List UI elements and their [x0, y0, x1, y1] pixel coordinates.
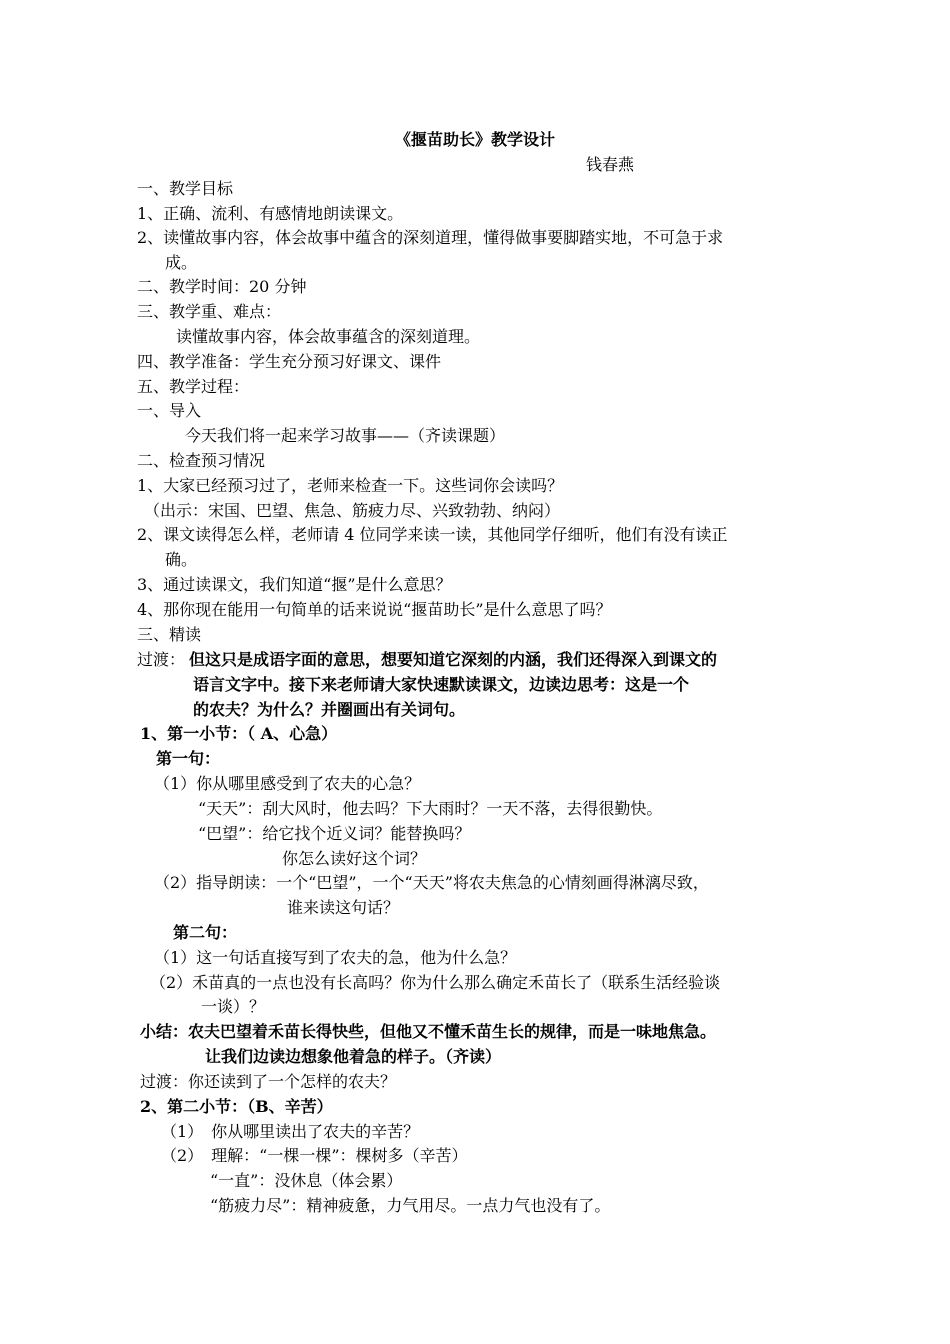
- text-line: “一直”：没休息（体会累）: [210, 1171, 403, 1190]
- document-title: 《揠苗助长》教学设计: [394, 130, 555, 149]
- text-line: 第二句：: [173, 923, 238, 942]
- text-line: 1、第一小节：（ A、心急）: [140, 724, 338, 743]
- text-line: 2、第二小节：（B、辛苦）: [140, 1097, 333, 1116]
- text-line: 成。: [165, 253, 198, 272]
- text-line: 4、那你现在能用一句简单的话来说说“揠苗助长”是什么意思了吗？: [137, 600, 612, 619]
- text-line: 你怎么读好这个词？: [282, 849, 427, 868]
- author-name: 钱春燕: [586, 155, 635, 174]
- text-line: 小结：农夫巴望着禾苗长得快些，但他又不懂禾苗生长的规律，而是一味地焦急。: [140, 1022, 717, 1041]
- text-line: 但这只是成语字面的意思，想要知道它深刻的内涵，我们还得深入到课文的: [189, 650, 718, 669]
- text-line: 让我们边读边想象他着急的样子。（齐读）: [205, 1047, 502, 1066]
- text-line: “天天”：刮大风时，他去吗？下大雨时？一天不落，去得很勤快。: [198, 799, 663, 818]
- text-line: 一、教学目标: [137, 179, 234, 198]
- text-line: 2、读懂故事内容，体会故事中蕴含的深刻道理，懂得做事要脚踏实地，不可急于求: [137, 228, 724, 247]
- text-line: （出示：宋国、巴望、焦急、筋疲力尽、兴致勃勃、纳闷）: [144, 501, 561, 520]
- text-line: 一谈）？: [201, 997, 266, 1016]
- text-line: 语言文字中。接下来老师请大家快速默读课文，边读边思考：这是一个: [193, 675, 690, 694]
- text-line: 三、教学重、难点：: [137, 302, 282, 321]
- text-line: 3、通过读课文，我们知道“揠”是什么意思？: [137, 575, 452, 594]
- text-line: 第一句：: [156, 749, 221, 768]
- text-line: “巴望”：给它找个近义词？能替换吗？: [198, 824, 471, 843]
- text-line: 读懂故事内容，体会故事蕴含的深刻道理。: [176, 327, 481, 346]
- text-line: 谁来读这句话？: [287, 898, 400, 917]
- text-line: 1、大家已经预习过了，老师来检查一下。这些词你会读吗？: [137, 476, 564, 495]
- text-line: 过渡：你还读到了一个怎样的农夫？: [140, 1072, 397, 1091]
- text-line: （2） 理解：“一棵一棵”：棵树多（辛苦）: [161, 1146, 468, 1165]
- text-line: 2、课文读得怎么样，老师请 4 位同学来读一读，其他同学仔细听，他们有没有读正: [137, 525, 728, 544]
- text-line: （2）禾苗真的一点也没有长高吗？你为什么那么确定禾苗长了（联系生活经验谈: [150, 973, 721, 992]
- text-line: 确。: [165, 550, 198, 569]
- text-line: 一、导入: [137, 401, 202, 420]
- text-line: 过渡：: [137, 650, 186, 669]
- text-line: （2）指导朗读：一个“巴望”，一个“天天”将农夫焦急的心情刻画得淋漓尽致，: [154, 873, 709, 892]
- text-line: 二、教学时间：20 分钟: [137, 277, 307, 296]
- text-line: 三、精读: [137, 625, 202, 644]
- text-line: 四、教学准备：学生充分预习好课文、课件: [137, 352, 442, 371]
- text-line: （1）这一句话直接写到了农夫的急，他为什么急？: [154, 948, 517, 967]
- text-line: “筋疲力尽”：精神疲惫，力气用尽。一点力气也没有了。: [210, 1196, 611, 1215]
- text-line: 今天我们将一起来学习故事——（齐读课题）: [185, 426, 506, 445]
- text-line: 1、正确、流利、有感情地朗读课文。: [137, 204, 404, 223]
- text-line: 二、检查预习情况: [137, 451, 266, 470]
- text-line: （1） 你从哪里读出了农夫的辛苦？: [161, 1122, 420, 1141]
- text-line: （1）你从哪里感受到了农夫的心急？: [154, 774, 421, 793]
- text-line: 五、教学过程：: [137, 377, 250, 396]
- text-line: 的农夫？为什么？并圈画出有关词句。: [193, 700, 466, 719]
